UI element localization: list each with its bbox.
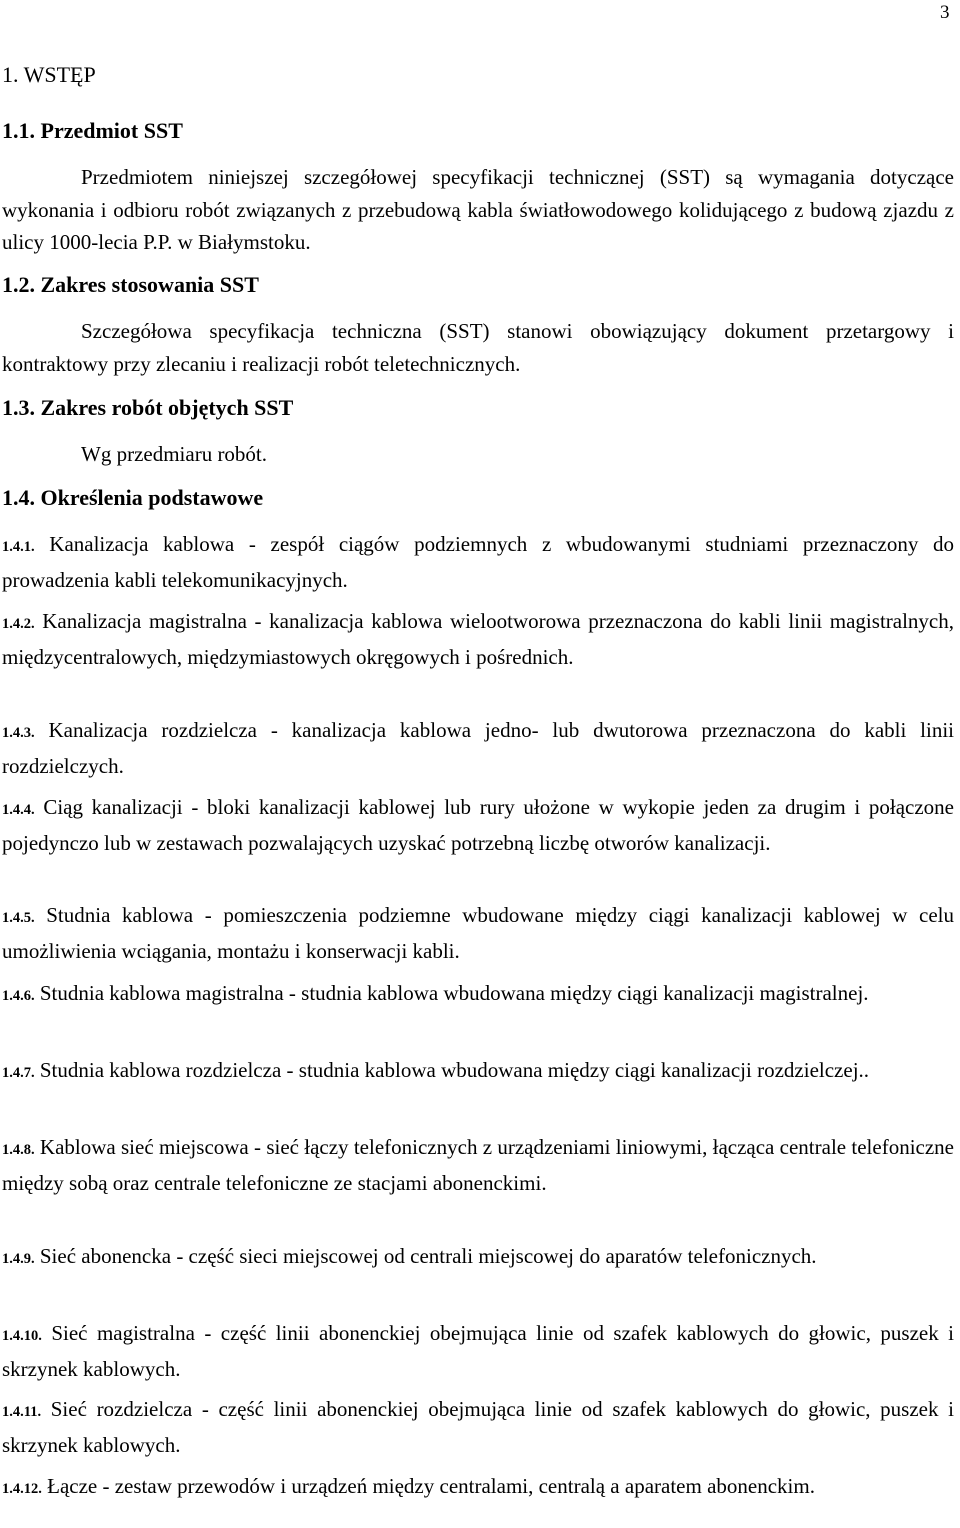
definition-text: Sieć magistralna - część linii abonenckiej obejmująca linie od szafek kablowych do głowic, puszek i skrzynek kablowych. <box>2 1321 954 1381</box>
definition-text: Sieć rozdzielcza - część linii abonenckiej obejmująca linie od szafek kablowych do głowic, puszek i skrzynek kablowych. <box>2 1397 954 1457</box>
section-heading-1-3: 1.3. Zakres robót objętych SST <box>2 395 294 420</box>
definition-text: Sieć abonencka - część sieci miejscowej od centrali miejscowej do aparatów telefonicznych. <box>34 1244 817 1268</box>
section-heading-1-2: 1.2. Zakres stosowania SST <box>2 272 259 297</box>
definition-1-4-8 <box>2 1131 954 1199</box>
definition-number: 1.4.9. <box>2 1251 35 1267</box>
definition-text: Studnia kablowa - pomieszczenia podziemne wbudowane między ciągi kanalizacji kablowej w celu umożliwienia wciągania, montażu i konserwacji kabli. <box>2 903 954 963</box>
definition-text: Kanalizacja rozdzielcza - kanalizacja kablowa jedno- lub dwutorowa przeznaczona do kabli linii rozdzielczych. <box>2 718 954 778</box>
definition-number: 1.4.1. <box>2 539 35 555</box>
section-body-1-2: Szczegółowa specyfikacja techniczna (SST) stanowi obowiązujący dokument przetargowy i kontraktowy przy zlecaniu i realizacji robót teletechnicznych. <box>2 319 954 376</box>
section-heading-1-4: 1.4. Określenia podstawowe <box>2 485 264 510</box>
definition-1-4-4 <box>2 791 954 859</box>
definition-text: Łącze - zestaw przewodów i urządzeń między centralami, centralą a aparatem abonenckim. <box>41 1474 815 1498</box>
definition-number: 1.4.5. <box>2 910 35 926</box>
definition-1-4-11 <box>2 1393 954 1461</box>
definition-number: 1.4.10. <box>2 1328 42 1344</box>
definition-1-4-7 <box>2 1054 954 1090</box>
definition-1-4-10 <box>2 1317 954 1385</box>
definition-1-4-12 <box>2 1470 954 1506</box>
definition-text: Studnia kablowa rozdzielcza - studnia kablowa wbudowana między ciągi kanalizacji rozdzielczej.. <box>34 1058 870 1082</box>
definition-text: Kanalizacja kablowa - zespół ciągów podziemnych z wbudowanymi studniami przeznaczony do prowadzenia kabli telekomunikacyjnych. <box>2 532 954 592</box>
definition-1-4-5 <box>2 899 954 967</box>
definition-number: 1.4.8. <box>2 1142 35 1158</box>
definition-1-4-2 <box>2 605 954 673</box>
section-body-1-3: Wg przedmiaru robót. <box>81 442 268 466</box>
definition-number: 1.4.11. <box>2 1404 42 1420</box>
definition-1-4-6 <box>2 977 954 1013</box>
section-heading-1-1: 1.1. Przedmiot SST <box>2 118 183 143</box>
definition-number: 1.4.4. <box>2 802 35 818</box>
definition-text: Kablowa sieć miejscowa - sieć łączy telefonicznych z urządzeniami liniowymi, łącząca centrale telefoniczne między sobą oraz centrale telefoniczne ze stacjami abonenckimi. <box>2 1135 954 1195</box>
definition-1-4-3 <box>2 714 954 782</box>
definition-number: 1.4.2. <box>2 616 35 632</box>
definition-text: Studnia kablowa magistralna - studnia kablowa wbudowana między ciągi kanalizacji magistralnej. <box>34 981 869 1005</box>
chapter-heading: 1. WSTĘP <box>2 62 96 87</box>
definition-1-4-9 <box>2 1240 954 1276</box>
definition-number: 1.4.12. <box>2 1481 42 1497</box>
definition-number: 1.4.3. <box>2 725 35 741</box>
definition-text: Ciąg kanalizacji - bloki kanalizacji kablowej lub rury ułożone w wykopie jeden za drugim i połączone pojedynczo lub w zestawach pozwalających uzyskać potrzebną liczbę otworów kanalizacji. <box>2 795 954 855</box>
definition-number: 1.4.7. <box>2 1065 35 1081</box>
definition-number: 1.4.6. <box>2 988 35 1004</box>
page-number: 3 <box>940 2 950 23</box>
definition-1-4-1 <box>2 528 954 596</box>
section-body-1-1: Przedmiotem niniejszej szczegółowej specyfikacji technicznej (SST) są wymagania dotyczące wykonania i odbioru robót związanych z przebudową kabla światłowodowego kolidującego z budową zjazdu z ulicy 1000-lecia P.P. w Białymstoku. <box>2 165 954 254</box>
definition-text: Kanalizacja magistralna - kanalizacja kablowa wielootworowa przeznaczona do kabli linii magistralnych, międzycentralowych, międzymiastowych okręgowych i pośrednich. <box>2 609 954 669</box>
